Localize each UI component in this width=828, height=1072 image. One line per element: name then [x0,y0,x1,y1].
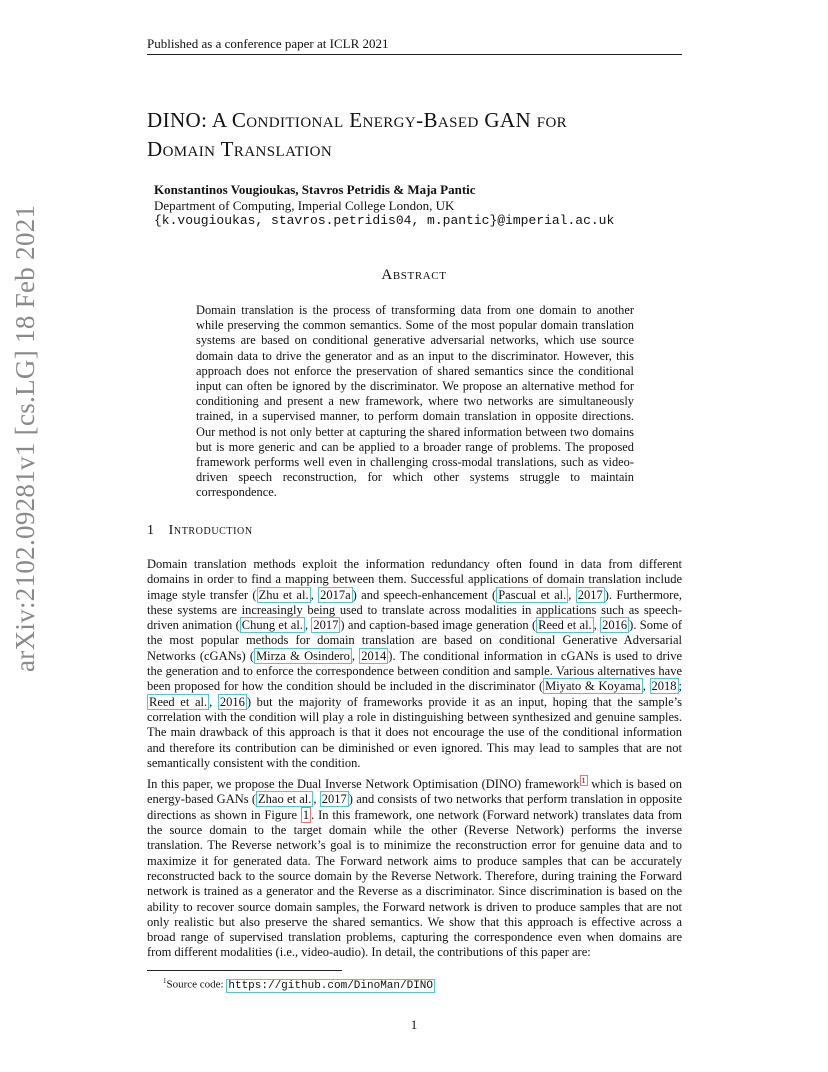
text-run: , [568,587,576,602]
text-run: , [313,792,320,807]
citation-link[interactable] [257,587,311,603]
cite-text: 2014 [361,648,387,663]
citation-link[interactable] [543,678,643,694]
text-run: , [209,694,218,709]
text-run: , [593,618,601,633]
paper-title [147,106,707,164]
text-run: which is based on energy-based GANs ( [147,777,682,807]
text-run: ). Some of the most popular methods for domain translation are based on conditional Generative Adversarial Networks (cGANs) ( [147,618,682,663]
citation-link[interactable] [600,617,629,633]
citation-link[interactable] [318,587,353,603]
citation-link[interactable] [496,587,568,603]
cite-text: 2017 [321,792,347,807]
cite-text: Pascual et al. [498,587,567,602]
cite-text: Reed et al. [538,618,592,633]
abstract-heading: Abstract [381,267,447,283]
citation-link[interactable] [256,791,313,807]
figure-ref-text: 1 [302,807,310,822]
cite-text: 2016 [602,618,628,633]
text-run: ) and speech-enhancement ( [352,587,497,602]
citation-link[interactable] [320,791,349,807]
cite-text: Mirza & Osindero [256,648,350,663]
citation-link[interactable] [650,678,679,694]
intro-paragraph-1 [147,557,682,771]
footnote-rule [147,970,342,971]
citation-link[interactable] [254,648,352,664]
cite-text: 2016 [219,694,245,709]
text-run: ) but the majority of frameworks provide it as an input, hoping that the sample’s correlation with the condition will play a role in distinguishing between synthesized and genuine samples. The main drawback of this approach is that it does not encourage the use of the conditional information and therefore its contribution can be diminished or even ignored. This may lead to samples that are not semantically consistent with the condition. [147,694,683,770]
title-line-1: DINO: A Conditional Energy-Based GAN for [147,108,568,132]
citation-link[interactable] [536,617,594,633]
text-run: , [351,648,360,663]
citation-link[interactable] [218,694,247,710]
text-run: , [310,587,319,602]
text-run: In this paper, we propose the Dual Inverse Network Optimisation (DINO) framework [147,777,580,792]
arxiv-stamp-text: arXiv:2102.09281v1 [cs.LG] 18 Feb 2021 [10,204,40,672]
page-number: 1 [410,1017,418,1032]
section-number: 1 [147,523,155,538]
cite-text: 2017 [577,587,603,602]
cite-text: 2017a [320,587,351,602]
header-rule [147,54,682,55]
text-run: Domain translation methods exploit the information redundancy often found in data from different domains in order to find a mapping between them. Successful applications of domain translation include image style transfer ( [147,557,682,602]
title-line-2: Domain Translation [147,137,333,161]
text-run: ). The conditional information in cGANs is used to drive the generation and to enforce the correspondence between condition and sample. Various alternatives have been proposed for how the condition should be included in the discriminator ( [147,648,682,694]
text-run: , [642,679,650,694]
text-run: , [304,618,312,633]
cite-text: Zhao et al. [258,792,312,807]
text-run: ). Furthermore, these systems are increasingly being used to translate across modalities in applications such as speech-driven animation ( [147,587,683,633]
section-heading [147,523,253,539]
citation-link[interactable] [311,617,340,633]
cite-text: Zhu et al. [258,587,309,602]
affiliation: Department of Computing, Imperial College London, UK [154,198,455,213]
footnote-link[interactable] [580,775,588,786]
footnote [163,977,435,992]
citation-link[interactable] [240,617,305,633]
source-code-link[interactable]: https://github.com/DinoMan/DINO [228,979,434,992]
section-title: Introduction [168,523,253,538]
figure-link[interactable] [301,807,311,823]
text-run: . In this framework, one network (Forward network) translates data from the source domain to the target domain while the other (Reverse Network) performs the inverse translation. The Reverse network’s goal is to minimize the reconstruction error for genuine data and to maximize it for generated data. The Forward network aims to produce samples that can be accurately reconstructed back to the source domain by the Reverse Network. Therefore, during training the Forward network is trained as a generator and the Reverse as a discriminator. Since discrimination is based on the ability to recover source domain samples, the Forward network is driven to produce samples that are not only realistic but also preserve the shared semantics. We show that this approach is effective across a broad range of supervised translation problems, capturing the correspondence even when domains are from different modalities (i.e., video-audio). In detail, the contributions of this paper are: [147,807,682,960]
text-run: ) and consists of two networks that perform translation in opposite directions as shown in Figure [147,792,683,822]
cite-text: Chung et al. [241,618,303,633]
cite-text: Reed et al. [149,694,208,709]
citation-link[interactable] [147,694,209,710]
footnote-label: Source code: [166,978,227,991]
cite-text: Miyato & Koyama [545,679,641,694]
abstract-text: Domain translation is the process of transforming data from one domain to another while preserving the common semantics. Some of the most popular domain translation systems are based on conditional generative adversarial networks, which use source domain data to drive the generator and as an input to the discriminator. However, this approach does not enforce the preservation of shared semantics since the conditional input can often be ignored by the discriminator. We propose an alternative method for conditioning and present a new framework, where two networks are simultaneously trained, in a supervised manner, to perform domain translation in opposite directions. Our method is not only better at capturing the shared information between two domains but is more generic and can be applied to a broader range of problems. The proposed framework performs well even in challenging cross-modal translations, such as video-driven speech reconstruction, for which other systems struggle to maintain correspondence. [196,303,634,500]
cite-text: 2018 [651,679,677,694]
footnote-mark: 1 [581,776,586,785]
text-run: ) and caption-based image generation ( [340,618,537,633]
intro-paragraph-2 [147,773,682,961]
footnote-number: 1 [163,977,167,985]
authors: Konstantinos Vougioukas, Stavros Petridis & Maja Pantic [154,182,476,197]
running-header: Published as a conference paper at ICLR 2021 [147,36,389,51]
cite-text: 2017 [313,618,339,633]
citation-link[interactable] [359,648,388,664]
citation-link[interactable] [576,587,605,603]
email: {k.vougioukas, stavros.petridis04, m.pantic}@imperial.ac.uk [154,213,615,228]
text-run: ; [678,679,683,694]
